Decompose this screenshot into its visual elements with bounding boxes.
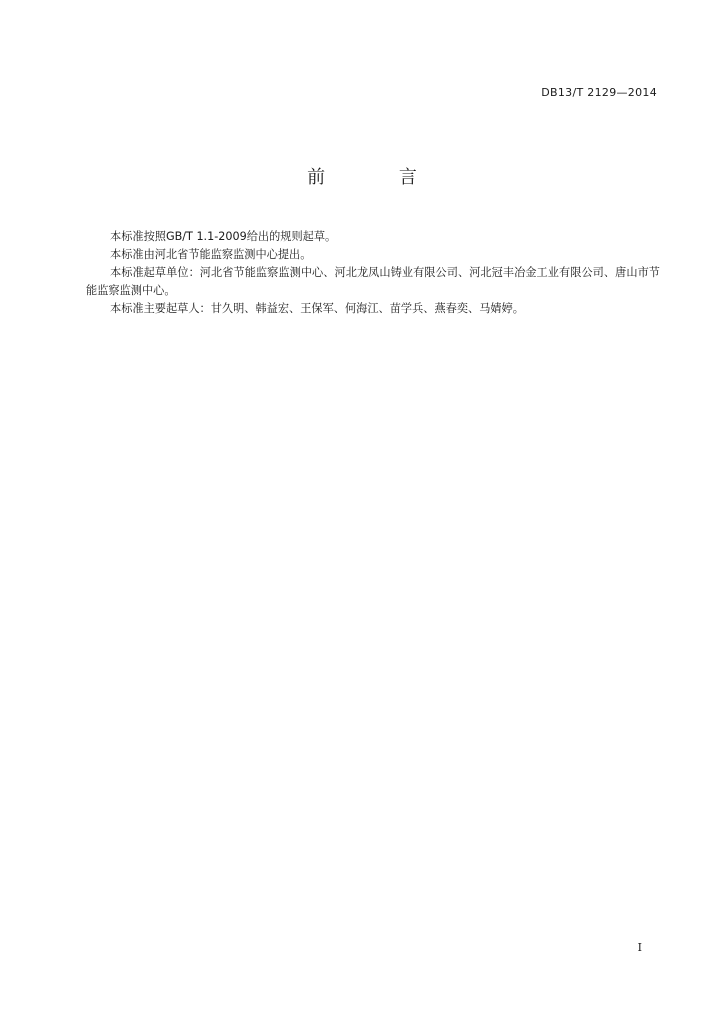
page-title: 前 言 [307,167,451,188]
paragraph-drafting-rules: 本标准按照GB/T 1.1-2009给出的规则起草。 [110,230,337,243]
paragraph-main-drafters: 本标准主要起草人：甘久明、韩益宏、王保军、何海江、苗学兵、燕春奕、马婧婷。 [110,302,524,315]
paragraph-proposer: 本标准由河北省节能监察监测中心提出。 [110,248,312,261]
foreword-body [86,228,660,318]
paragraph-drafting-units: 本标准起草单位：河北省节能监察监测中心、河北龙凤山铸业有限公司、河北冠丰冶金工业有限公司、唐山市节能监察监测中心。 [86,266,660,297]
page-number: I [637,941,642,954]
standard-code: DB13/T 2129—2014 [541,86,657,99]
